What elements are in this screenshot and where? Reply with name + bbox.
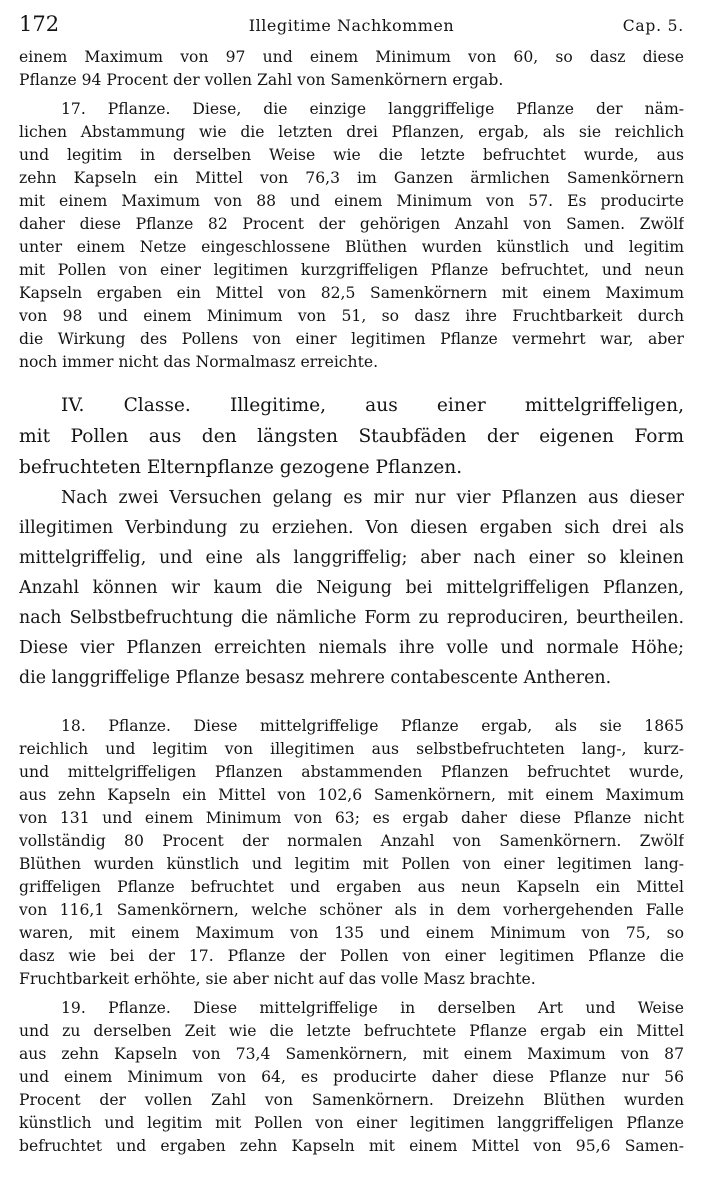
heading-line: befruchteten Elternpflanze gezogene Pflanzen.: [19, 457, 463, 478]
text-line: Pflanze 94 Procent der vollen Zahl von Samenkörnern ergab.: [19, 71, 504, 89]
text-line: und mittelgriffeligen Pflanzen abstammenden Pflanzen befruchtet wurde,: [19, 763, 684, 781]
text-line: Blüthen wurden künstlich und legitim mit Pollen von einer legitimen lang-: [19, 855, 684, 873]
text-line: Diese vier Pflanzen erreichten niemals ihre volle und normale Höhe;: [19, 638, 684, 658]
text-line: lichen Abstammung wie die letzten drei Pflanzen, ergab, als sie reichlich: [19, 123, 684, 141]
paragraph-plant-17: [19, 98, 684, 374]
text-line: dasz wie bei der 17. Pflanze der Pollen von einer legitimen Pflanze die: [19, 947, 684, 965]
text-line: Fruchtbarkeit erhöhte, sie aber nicht auf das volle Masz brachte.: [19, 970, 536, 988]
text-line: griffeligen Pflanze befruchtet und ergaben aus neun Kapseln ein Mittel: [19, 878, 684, 896]
text-line: und legitim in derselben Weise wie die letzte befruchtet wurde, aus: [19, 146, 684, 164]
text-line: von 98 und einem Minimum von 51, so dasz ihre Fruchtbarkeit durch: [19, 307, 684, 325]
text-line: aus zehn Kapseln ein Mittel von 102,6 Samenkörnern, mit einem Maximum: [19, 786, 684, 804]
text-line: mittelgriffelig, und eine als langgriffelig; aber nach einer so kleinen: [19, 548, 684, 568]
text-line: noch immer nicht das Normalmasz erreichte.: [19, 353, 379, 371]
running-title: Illegitime Nachkommen: [248, 16, 455, 35]
text-line: mit einem Maximum von 88 und einem Minimum von 57. Es producirte: [19, 192, 684, 210]
text-line: mit Pollen von einer legitimen kurzgriffeligen Pflanze befruchtet, und neun: [19, 261, 684, 279]
text-line: künstlich und legitim mit Pollen von einer legitimen langgriffeligen Pflanze: [19, 1114, 684, 1132]
chapter-label: Cap. 5.: [622, 17, 684, 35]
text-line: 18. Pflanze. Diese mittelgriffelige Pflanze ergab, als sie 1865: [61, 717, 684, 735]
text-line: 19. Pflanze. Diese mittelgriffelige in derselben Art und Weise: [61, 999, 684, 1017]
text-line: waren, mit einem Maximum von 135 und einem Minimum von 75, so: [19, 924, 684, 942]
text-line: die langgriffelige Pflanze besasz mehrere contabescente Antheren.: [19, 668, 612, 688]
heading-line: IV. Classe. Illegitime, aus einer mittelgriffeligen,: [61, 395, 684, 416]
heading-line: mit Pollen aus den längsten Staubfäden der eigenen Form: [19, 426, 684, 447]
text-line: und zu derselben Zeit wie die letzte befruchtete Pflanze ergab ein Mittel: [19, 1022, 684, 1040]
section-heading: [19, 390, 684, 483]
text-line: Anzahl können wir kaum die Neigung bei mittelgriffeligen Pflanzen,: [19, 578, 684, 598]
text-line: aus zehn Kapseln von 73,4 Samenkörnern, mit einem Maximum von 87: [19, 1045, 684, 1063]
text-line: illegitimen Verbindung zu erziehen. Von diesen ergaben sich drei als: [19, 518, 684, 538]
text-line: Nach zwei Versuchen gelang es mir nur vier Pflanzen aus dieser: [61, 488, 684, 508]
text-line: von 116,1 Samenkörnern, welche schöner als in dem vorhergehenden Falle: [19, 901, 684, 919]
text-line: 17. Pflanze. Diese, die einzige langgriffelige Pflanze der näm-: [61, 100, 684, 118]
text-line: befruchtet und ergaben zehn Kapseln mit einem Mittel von 95,6 Samen-: [19, 1137, 684, 1155]
text-line: Kapseln ergaben ein Mittel von 82,5 Samenkörnern mit einem Maximum: [19, 284, 684, 302]
text-line: unter einem Netze eingeschlossene Blüthen wurden künstlich und legitim: [19, 238, 684, 256]
text-line: Procent der vollen Zahl von Samenkörnern. Dreizehn Blüthen wurden: [19, 1091, 684, 1109]
text-line: nach Selbstbefruchtung die nämliche Form zu reproduciren, beurtheilen.: [19, 608, 684, 628]
page-number: 172: [19, 12, 60, 36]
paragraph-plant-19: [19, 997, 684, 1158]
text-line: von 131 und einem Minimum von 63; es ergab daher diese Pflanze nicht: [19, 809, 684, 827]
text-line: reichlich und legitim von illegitimen aus selbstbefruchteten lang-, kurz-: [19, 740, 684, 758]
text-line: daher diese Pflanze 82 Procent der gehörigen Anzahl von Samen. Zwölf: [19, 215, 684, 233]
paragraph-intro: [19, 483, 684, 693]
text-line: zehn Kapseln ein Mittel von 76,3 im Ganzen ärmlichen Samenkörnern: [19, 169, 684, 187]
text-line: und einem Minimum von 64, es producirte daher diese Pflanze nur 56: [19, 1068, 684, 1086]
paragraph-plant-18: [19, 715, 684, 991]
text-line: die Wirkung des Pollens von einer legitimen Pflanze vermehrt war, aber: [19, 330, 684, 348]
page-header: [19, 10, 684, 46]
paragraph-continuation: [19, 46, 684, 92]
text-line: vollständig 80 Procent der normalen Anzahl von Samenkörnern. Zwölf: [19, 832, 684, 850]
text-line: einem Maximum von 97 und einem Minimum von 60, so dasz diese: [19, 48, 684, 66]
